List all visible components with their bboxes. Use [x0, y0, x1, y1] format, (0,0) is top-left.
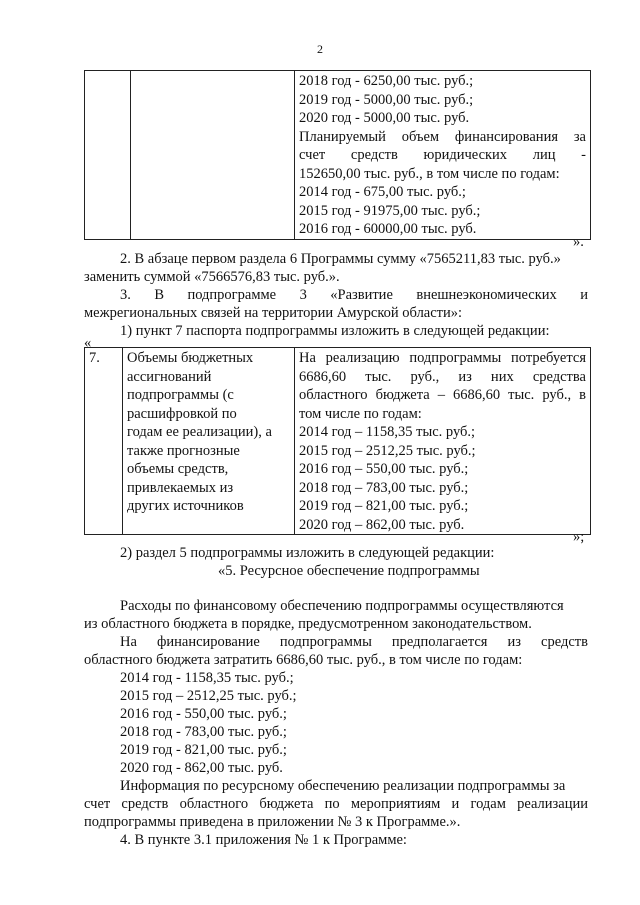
value-line: 2020 год – 862,00 тыс. руб.	[299, 516, 465, 533]
word: «Развитие	[330, 287, 393, 303]
year-line: 2019 год - 821,00 тыс. руб.;	[120, 742, 287, 758]
label-line: годам ее реализации), а	[127, 424, 272, 440]
label-line: подпрограммы (с	[127, 387, 234, 403]
word: и	[580, 287, 588, 303]
value-line: Планируемый объем финансирования за	[299, 128, 586, 145]
label-line: Объемы бюджетных	[127, 350, 254, 366]
paragraph-3-2: 2) раздел 5 подпрограммы изложить в следующей редакции:	[120, 545, 495, 561]
paragraph-3-1: 1) пункт 7 паспорта подпрограммы изложить в следующей редакции:	[120, 323, 550, 339]
value-line: 152650,00 тыс. руб., в том числе по годам:	[299, 165, 560, 182]
body-p3-line2: счет средств областного бюджета по мероприятиям и годам реализации	[84, 796, 588, 812]
body-p2-line2: областного бюджета затратить 6686,60 тыс. руб., в том числе по годам:	[84, 652, 523, 668]
body-p3-line1: Информация по ресурсному обеспечению реализации подпрограммы за	[120, 778, 566, 794]
label-line: других источников	[127, 498, 244, 514]
table-cell-label	[131, 71, 295, 240]
year-line: 2016 год - 550,00 тыс. руб.;	[120, 706, 287, 722]
label-line: расшифровкой по	[127, 405, 237, 422]
table-row	[85, 348, 591, 535]
year-line: 2020 год - 862,00 тыс. руб.	[120, 760, 283, 776]
row-value	[295, 348, 591, 535]
year-line: 2014 год - 1158,35 тыс. руб.;	[120, 670, 294, 686]
opening-quote: «	[84, 335, 92, 351]
value-line: На реализацию подпрограммы потребуется	[299, 350, 586, 366]
row-label	[123, 348, 295, 535]
label-line: объемы средств,	[127, 461, 229, 477]
value-line: 2018 год – 783,00 тыс. руб.;	[299, 479, 469, 496]
body-p3-line3: подпрограммы приведена в приложении № 3 к Программе.».	[84, 814, 461, 830]
section-heading: «5. Ресурсное обеспечение подпрограммы	[218, 563, 480, 579]
value-line: 2019 год - 5000,00 тыс. руб.;	[299, 91, 474, 108]
value-line: 2018 год - 6250,00 тыс. руб.;	[299, 73, 474, 89]
row-number: 7.	[85, 348, 123, 535]
paragraph-3-line2: межрегиональных связей на территории Амурской области»:	[84, 305, 463, 321]
word: 3	[299, 287, 307, 303]
word: подпрограмме	[187, 287, 277, 303]
year-line: 2018 год - 783,00 тыс. руб.;	[120, 724, 287, 740]
body-p1-line2: из областного бюджета в порядке, предусмотренном законодательством.	[84, 616, 532, 632]
value-line: том числе по годам:	[299, 405, 422, 422]
table-row	[85, 71, 591, 240]
value-line: 2015 год – 2512,25 тыс. руб.;	[299, 442, 476, 459]
paragraph-2-line1: 2. В абзаце первом раздела 6 Программы сумму «7565211,83 тыс. руб.»	[120, 251, 561, 267]
word: внешнеэкономических	[416, 287, 557, 303]
table-cell-number	[85, 71, 131, 240]
table-cell-value	[295, 71, 591, 240]
body-p1-line1: Расходы по финансовому обеспечению подпрограммы осуществляются	[120, 598, 564, 614]
closing-quote: ».	[573, 234, 584, 250]
body-p2-line1: На финансирование подпрограммы предполагается из средств	[120, 634, 588, 650]
value-line: 6686,60 тыс. руб., из них средства	[299, 368, 586, 385]
closing-quote: »;	[573, 529, 585, 545]
value-line: 2014 год - 675,00 тыс. руб.;	[299, 184, 466, 200]
word: В	[154, 287, 164, 303]
paragraph-4: 4. В пункте 3.1 приложения № 1 к Программе:	[120, 832, 407, 848]
value-line: 2016 год - 60000,00 тыс. руб.	[299, 221, 477, 237]
label-line: привлекаемых из	[127, 479, 234, 496]
value-line: 2020 год - 5000,00 тыс. руб.	[299, 110, 470, 126]
value-line: 2015 год - 91975,00 тыс. руб.;	[299, 202, 481, 219]
subprogram-passport-table	[84, 347, 591, 535]
value-line: 2014 год – 1158,35 тыс. руб.;	[299, 424, 476, 440]
paragraph-2-line2: заменить суммой «7566576,83 тыс. руб.».	[84, 269, 340, 285]
value-line: счет средств юридических лиц -	[299, 147, 586, 163]
page-number: 2	[317, 42, 323, 56]
word: 3.	[120, 287, 131, 303]
funding-table-continued	[84, 70, 591, 240]
value-line: 2019 год – 821,00 тыс. руб.;	[299, 498, 469, 514]
paragraph-3-line1	[120, 286, 588, 304]
label-line: также прогнозные	[127, 442, 240, 459]
value-line: 2016 год – 550,00 тыс. руб.;	[299, 461, 469, 477]
year-line: 2015 год – 2512,25 тыс. руб.;	[120, 688, 297, 704]
label-line: ассигнований	[127, 368, 212, 385]
value-line: областного бюджета – 6686,60 тыс. руб., в	[299, 387, 586, 403]
